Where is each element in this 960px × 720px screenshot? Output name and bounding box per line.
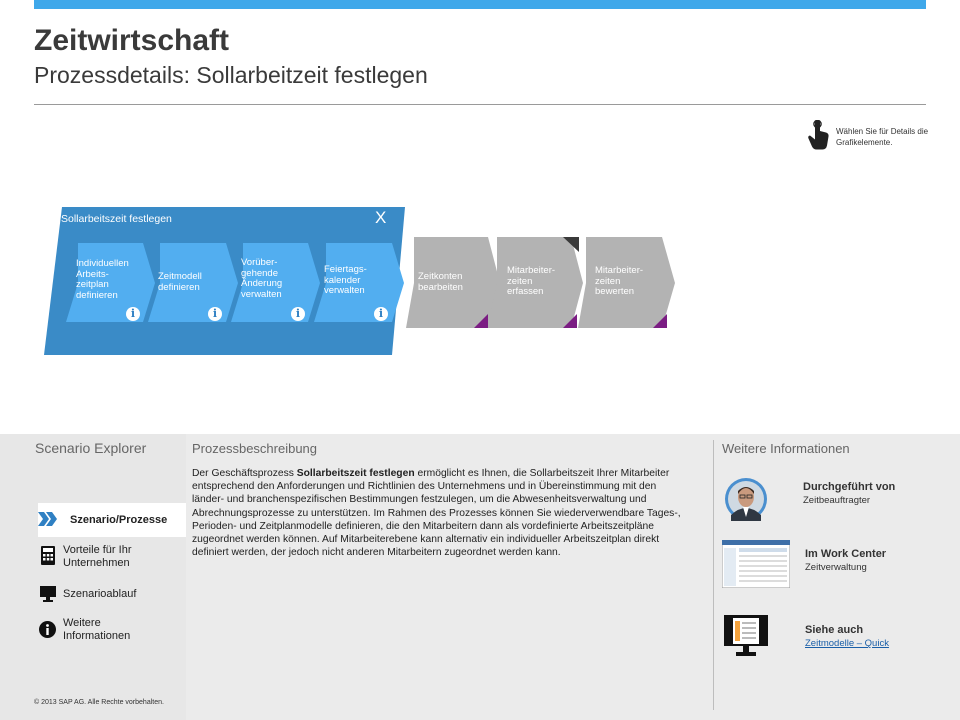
page-subtitle: Prozessdetails: Sollarbeitzeit festlegen [34, 62, 428, 88]
description-title: Prozessbeschreibung [192, 441, 318, 456]
step-label-7: Mitarbeiter- zeiten bewerten [595, 265, 644, 297]
work-center-value: Zeitverwaltung [805, 562, 867, 573]
person-avatar-icon [724, 477, 768, 521]
info-icon [39, 621, 56, 638]
sidebar-item-weitere-informationen[interactable]: Weitere Informationen [63, 617, 131, 642]
step-label-5: Zeitkonten bearbeiten [418, 271, 463, 293]
step-info-button-4[interactable]: i [374, 307, 388, 321]
step-label-2: Zeitmodell definieren [158, 271, 202, 293]
performed-by-heading: Durchgeführt von [803, 481, 896, 493]
chevron-double-right-icon [38, 512, 58, 526]
performed-by-value: Zeitbeauftragter [803, 495, 871, 506]
step-label-6: Mitarbeiter- zeiten erfassen [507, 265, 556, 297]
see-also-heading: Siehe auch [805, 624, 864, 636]
description-text [192, 467, 682, 559]
see-also-link[interactable]: Zeitmodelle – Quick [805, 638, 889, 649]
step-label-4: Feiertags- kalender verwalten [324, 264, 367, 296]
column-divider [713, 440, 714, 710]
sidebar-item-vorteile[interactable]: Vorteile für Ihr Unternehmen [63, 544, 132, 569]
sidebar-item-label: Szenario/Prozesse [70, 514, 168, 526]
sidebar-item-szenarioablauf[interactable]: Szenarioablauf [63, 588, 137, 600]
screenshot-thumbnail-icon[interactable] [722, 540, 790, 588]
description-text-bold: Sollarbeitszeit festlegen [296, 468, 415, 479]
work-center-heading: Im Work Center [805, 548, 887, 560]
hint-text: Wählen Sie für Details die Grafikelemente. [836, 127, 929, 147]
page-title: Zeitwirtschaft [34, 24, 230, 57]
calculator-icon [41, 546, 55, 565]
scenario-explorer-title: Scenario Explorer [35, 440, 147, 456]
step-info-button-3[interactable]: i [291, 307, 305, 321]
step-info-button-2[interactable]: i [208, 307, 222, 321]
step-label-1: Individuellen Arbeits- zeitplan definieren [76, 258, 129, 301]
description-text-after: ermöglicht es Ihnen, die Sollarbeitszeit Ihrer Mitarbeiter entsprechend den Anforderungen und Richtlinien des Unternehmens und in Übereinstimmung mit den länder- und branchenspezifischen Bestimmungen festzulegen, um die Abwesenheitsverwaltung und Abrechnungsprozesse zu unterstützen. Im Rahmen des Prozesses können Sie wiederverwendbare Tages-, Perioden- und Zeitplanmodelle definieren, die den Mitarbeitern dann als vordefinierte Arbeitszeitpläne zugeordnet werden können. Auf Mitarbeiterebene kann alternativ ein individueller Arbeitszeitplan direkt definiert werden, der jedoch nicht anderen Mitarbeitern zugeordnet werden kann. [192, 468, 681, 559]
close-icon[interactable]: X [375, 208, 387, 227]
process-group-title: Sollarbeitszeit festlegen [61, 213, 172, 225]
more-info-title: Weitere Informationen [722, 441, 850, 456]
step-label-3: Vorüber- gehende Änderung verwalten [241, 257, 283, 300]
monitor-document-icon [724, 615, 768, 657]
monitor-icon [40, 586, 56, 602]
description-text-before: Der Geschäftsprozess [192, 468, 297, 479]
copyright-text: © 2013 SAP AG. Alle Rechte vorbehalten. [34, 699, 164, 706]
step-info-button-1[interactable]: i [126, 307, 140, 321]
